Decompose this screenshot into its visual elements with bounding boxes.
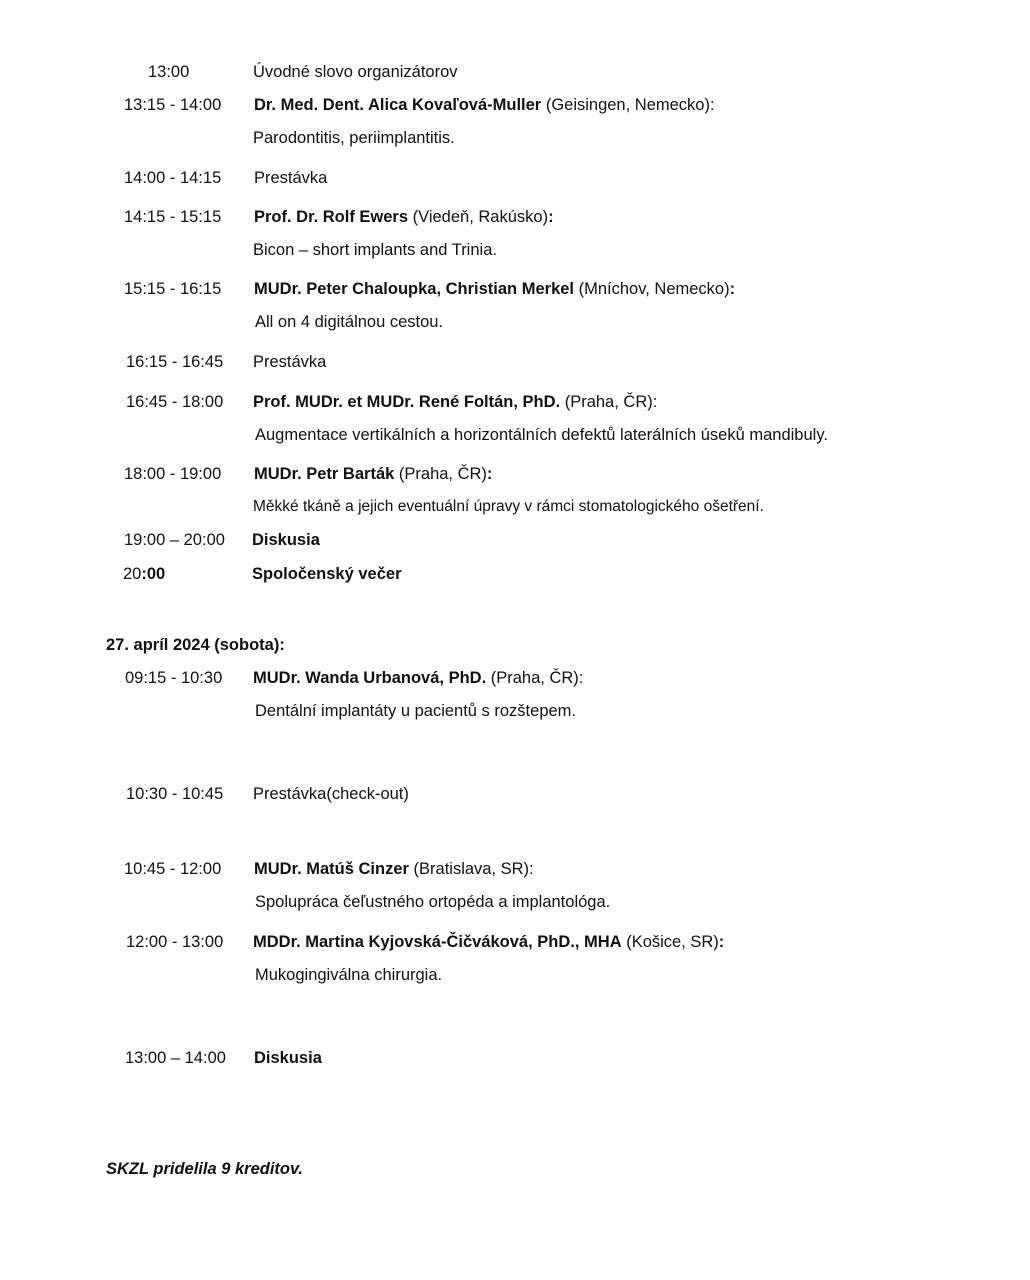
- lecture-heading: [253, 393, 657, 412]
- time-6: 16:15 - 16:45: [126, 353, 224, 371]
- time-9: 19:00 – 20:00: [124, 531, 225, 549]
- time-15: 13:00 – 14:00: [125, 1049, 226, 1067]
- lecture-heading: [253, 933, 724, 952]
- break: Prestávka: [254, 169, 328, 187]
- discussion: Diskusia: [254, 1049, 322, 1067]
- lecture-heading: [254, 465, 492, 484]
- speaker: MUDr. Matúš Cinzer: [254, 860, 409, 878]
- day-heading: 27. apríl 2024 (sobota):: [106, 636, 285, 654]
- lecture-topic: Spolupráca čeľustného ortopéda a implantológa.: [255, 893, 611, 911]
- program-item: Úvodné slovo organizátorov: [253, 63, 458, 81]
- lecture-topic: All on 4 digitálnou cestou.: [255, 313, 444, 331]
- affiliation: (Praha, ČR): [394, 465, 487, 483]
- lecture-topic: Měkké tkáně a jejich eventuální úpravy v rámci stomatologického ošetření.: [253, 498, 764, 515]
- break: Prestávka(check-out): [253, 785, 409, 803]
- break: Prestávka: [253, 353, 327, 371]
- lecture-heading: [253, 669, 583, 688]
- speaker: MDDr. Martina Kyjovská-Čičváková, PhD., MHA: [253, 933, 622, 951]
- speaker: MUDr. Petr Barták: [254, 465, 395, 483]
- time-14: 12:00 - 13:00: [126, 933, 224, 951]
- time-8: 18:00 - 19:00: [124, 465, 222, 483]
- time-4: 14:15 - 15:15: [124, 208, 222, 226]
- affiliation: (Mníchov, Nemecko): [574, 280, 730, 298]
- affiliation: (Praha, ČR):: [486, 669, 584, 687]
- time-1: 13:00: [148, 63, 190, 81]
- lecture-topic: Dentální implantáty u pacientů s rozštepem.: [255, 702, 577, 720]
- lecture-heading: [254, 280, 735, 299]
- lecture-heading: [254, 860, 534, 879]
- speaker: MUDr. Peter Chaloupka, Christian Merkel: [254, 280, 575, 298]
- social-evening: Spoločenský večer: [252, 565, 402, 583]
- lecture-heading: [254, 208, 554, 227]
- colon: :: [718, 933, 725, 951]
- lecture-topic: Bicon – short implants and Trinia.: [253, 241, 497, 259]
- discussion: Diskusia: [252, 531, 320, 549]
- colon: :: [729, 280, 736, 298]
- credits-note: SKZL pridelila 9 kreditov.: [106, 1160, 303, 1178]
- affiliation: (Geisingen, Nemecko):: [541, 96, 715, 114]
- time-minutes: :00: [141, 565, 166, 583]
- time-13: 10:45 - 12:00: [124, 860, 222, 878]
- lecture-topic: Mukogingiválna chirurgia.: [255, 966, 443, 984]
- time-hour: 20: [123, 565, 142, 583]
- colon: :: [548, 208, 554, 226]
- speaker: Prof. Dr. Rolf Ewers: [254, 208, 409, 226]
- time-2: 13:15 - 14:00: [124, 96, 222, 114]
- speaker: Dr. Med. Dent. Alica Kovaľová-Muller: [254, 96, 542, 114]
- affiliation: (Viedeň, Rakúsko): [408, 208, 549, 226]
- speaker: MUDr. Wanda Urbanová, PhD.: [253, 669, 487, 687]
- time-10: [123, 565, 165, 584]
- time-7: 16:45 - 18:00: [126, 393, 224, 411]
- time-12: 10:30 - 10:45: [126, 785, 224, 803]
- lecture-topic: Parodontitis, periimplantitis.: [253, 129, 455, 147]
- lecture-heading: [254, 96, 715, 115]
- speaker: Prof. MUDr. et MUDr. René Foltán, PhD.: [253, 393, 561, 411]
- colon: :: [486, 465, 493, 483]
- affiliation: (Bratislava, SR):: [408, 860, 534, 878]
- time-3: 14:00 - 14:15: [124, 169, 222, 187]
- affiliation: (Praha, ČR):: [560, 393, 658, 411]
- time-5: 15:15 - 16:15: [124, 280, 222, 298]
- affiliation: (Košice, SR): [621, 933, 719, 951]
- time-11: 09:15 - 10:30: [125, 669, 223, 687]
- lecture-topic: Augmentace vertikálních a horizontálních defektů laterálních úseků mandibuly.: [255, 426, 828, 444]
